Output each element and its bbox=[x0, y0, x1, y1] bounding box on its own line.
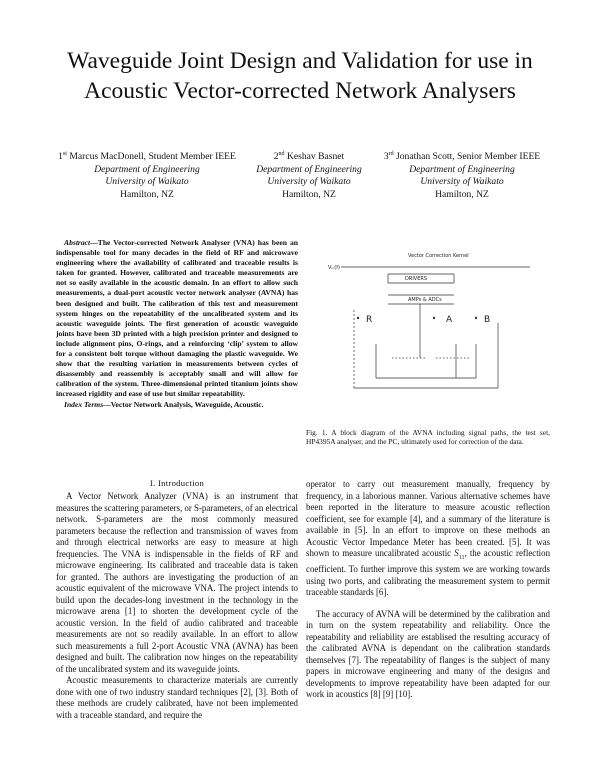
port-r-label: R bbox=[366, 315, 373, 325]
paper-title bbox=[0, 46, 600, 106]
port-b-label: B bbox=[484, 315, 491, 325]
kernel-label: Vector Correction Kernel bbox=[408, 253, 469, 259]
intro-paragraph-2: Acoustic measurements to characterize materials are currently done with one of two industry standard techniques [2], [3]. Both of these methods are crudely calibrated, have not been implemented with a traceable standard, and require the bbox=[56, 675, 298, 720]
author-3-name: 3rd Jonathan Scott, Senior Member IEEE bbox=[383, 151, 541, 163]
vin-label: Vᵢₙ(f) bbox=[328, 265, 340, 271]
abstract bbox=[56, 238, 298, 410]
right-column bbox=[306, 479, 550, 701]
intro-paragraph-3: operator to carry out measurement manually, frequency by frequency, in a laborious manner. Various alternative schemes have been reported in the literature to measure acoustic reflection coefficient, see for example [4], and a summary of the literature is available in [5]. In an effort to improve on these methods an Acoustic Vector Impedance Meter has been created. [5]. It was shown to measure uncalibrated acoustic $S_{11}$, the acoustic reflection coefficient. To further improve this system we are working towards using two ports, and calibrating the measurement system to permit traceable standards [6]. bbox=[306, 479, 551, 598]
abstract-text: —The Vector-corrected Network Analyser (VNA) has been an indispensable tool for many decades in the field of RF and microwave engineering where the availability of calibrated and traceable results is taken for granted. However, calibrated and traceable measurements are not so easily available in the acoustic domain. In an effort to allow such measurements, a dual-port acoustic vector network analyser (AVNA) has been designed and built. The calibration of this test and measurement system hinges on the repeatability of the uncalibrated system and its acoustic waveguide joints. The first generation of acoustic waveguide joints have been 3D printed with a high precision printer and designed to include alignment pins, O-rings, and a reinforcing ‘clip’ system to allow for a consistent bolt torque without damaging the plastic waveguide. We show that the resulting variation in measurements between cycles of disassembly and reassembly is acceptably small and will allow for calibration of the system. Three-dimensional printed titanium joints show increased rigidity and ease of use but similar repeatability. bbox=[56, 238, 298, 399]
mic-r bbox=[357, 317, 359, 319]
author-3-city: Hamilton, NZ bbox=[435, 188, 489, 200]
author-2-dept: Department of Engineering bbox=[256, 163, 362, 175]
author-1-univ: University of Waikato bbox=[105, 176, 189, 188]
mic-a bbox=[433, 317, 435, 319]
figure-caption: Fig. 1. A block diagram of the AVNA including signal paths, the test set, HP4395A analyser, and the PC, ultimately used for correction of the data. bbox=[306, 428, 550, 447]
abstract-label: Abstract bbox=[64, 238, 91, 247]
author-3-dept: Department of Engineering bbox=[409, 163, 515, 175]
author-2 bbox=[244, 148, 374, 201]
author-2-name: 2nd Keshav Basnet bbox=[273, 151, 345, 163]
author-1 bbox=[44, 148, 250, 201]
index-terms bbox=[56, 400, 298, 410]
author-2-univ: University of Waikato bbox=[267, 176, 351, 188]
amps-label: AMPs & ADCs bbox=[408, 297, 442, 303]
avna-block-diagram bbox=[306, 248, 550, 420]
title-line-1: Waveguide Joint Design and Validation for use in bbox=[67, 48, 533, 74]
drivers-label: DRIVERS bbox=[405, 276, 428, 282]
author-1-city: Hamilton, NZ bbox=[120, 188, 174, 200]
title-line-2: Acoustic Vector-corrected Network Analysers bbox=[84, 78, 516, 104]
author-1-dept: Department of Engineering bbox=[94, 163, 200, 175]
left-column bbox=[56, 491, 298, 721]
mic-b bbox=[475, 317, 477, 319]
port-a-label: A bbox=[446, 315, 453, 325]
intro-paragraph-1: A Vector Network Analyzer (VNA) is an instrument that measures the scattering parameters, or S-parameters, of an electrical network. S-parameters are the most commonly measured parameters because the reflection and transmission of waves from and through electrical networks are easy to measure at high frequencies. The VNA is indispensable in the fields of RF and microwave engineering. Its calibrated and traceable data is taken for granted. The authors are investigating the production of an acoustic equivalent of the microwave VNA. The project intends to build upon the decades-long investment in the technology in the microwave arena [1] to shorten the development cycle of the acoustic version. In the field of audio calibrated and traceable measurements are not so readily available. In an effort to allow such measurements a full 2-port Acoustic VNA (AVNA) has been designed and built. The calibration now hinges on the repeatability of the uncalibrated system and its waveguide joints. bbox=[56, 491, 298, 674]
author-2-city: Hamilton, NZ bbox=[282, 188, 336, 200]
author-3 bbox=[366, 148, 558, 201]
index-terms-label: Index Terms bbox=[64, 399, 104, 409]
index-terms-text: —Vector Network Analysis, Waveguide, Acoustic. bbox=[103, 399, 264, 409]
author-1-name: 1st Marcus MacDonell, Student Member IEEE bbox=[58, 151, 236, 163]
author-3-univ: University of Waikato bbox=[420, 176, 504, 188]
intro-paragraph-4: The accuracy of AVNA will be determined by the calibration and in turn on the system repeatability and reliability. Once the repeatability and reliability are establised the resulting accuracy of the calibrated AVNA is dependant on the calibration standards themselves [7]. The repeatability of flanges is the subject of many papers in microwave engineering and many of the designs and developments to improve repeatability have been adapted for our work in acoustics [8] [9] [10]. bbox=[306, 608, 550, 700]
abstract-paragraph bbox=[56, 238, 298, 400]
section-heading-introduction: I. Introduction bbox=[149, 478, 205, 488]
